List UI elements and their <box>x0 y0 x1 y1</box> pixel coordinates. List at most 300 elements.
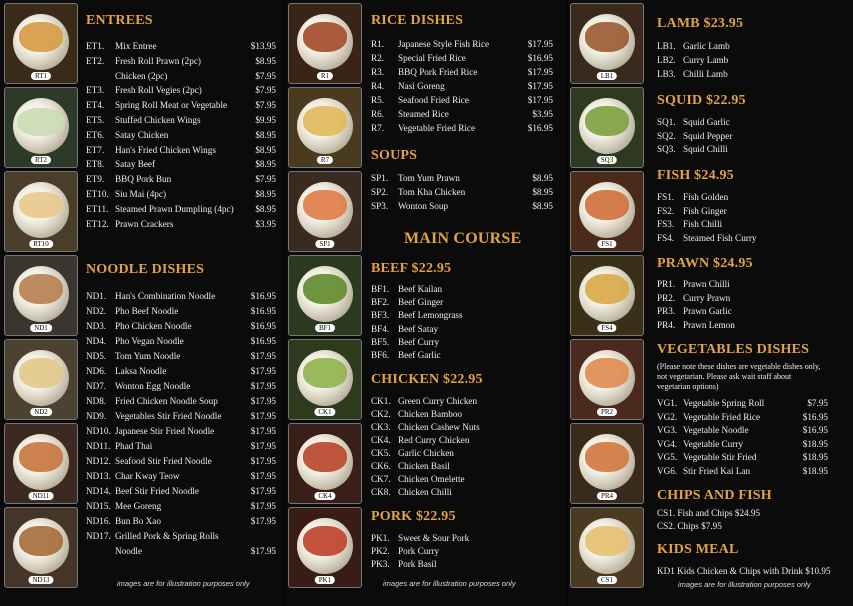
item-name: Fresh Roll Vegies (2pc) <box>115 85 202 96</box>
item-name: Prawn Garlic <box>683 306 732 316</box>
food-photo <box>288 507 362 588</box>
menu-item <box>657 205 828 217</box>
kids-line: KD1 Kids Chicken & Chips with Drink $10.95 <box>657 566 831 576</box>
item-code: SP1. <box>371 173 389 183</box>
menu-item <box>86 395 276 407</box>
item-price: $13.95 <box>250 41 276 51</box>
item-name: Japanese Stir Fried Noodle <box>115 426 215 436</box>
item-code: BF1. <box>371 284 390 294</box>
item-name: Prawn Chilli <box>683 279 730 289</box>
food-photo <box>570 339 644 420</box>
item-name: Noodle <box>115 546 143 556</box>
item-name: Chilli Lamb <box>683 69 728 79</box>
menu-item <box>657 411 828 423</box>
item-name: Garlic Lamb <box>683 41 730 51</box>
item-name: Pho Vegan Noodle <box>115 336 184 346</box>
photo-strip-3 <box>570 3 644 588</box>
menu-item <box>86 530 276 542</box>
photo-tag: ND2 <box>30 408 52 416</box>
item-price: $17.95 <box>527 81 553 91</box>
item-price: $3.95 <box>532 109 553 119</box>
item-code: FS2. <box>657 205 675 216</box>
item-code: ND6. <box>86 366 107 376</box>
section-title-pork: PORK $22.95 <box>371 509 456 524</box>
item-name: BBQ Pork Bun <box>115 174 172 185</box>
menu-panel-2 <box>284 0 567 606</box>
menu-item <box>657 397 828 409</box>
menu-panel-3 <box>568 0 853 606</box>
item-name: Steamed Fish Curry <box>683 232 757 243</box>
photo-tag: CS1 <box>597 576 617 584</box>
menu-item <box>371 447 553 459</box>
section-title-prawn: PRAWN $24.95 <box>657 256 753 271</box>
item-code: ET9. <box>86 174 105 185</box>
item-price: $16.95 <box>527 53 553 63</box>
section-title-kids: KIDS MEAL <box>657 542 739 557</box>
menu-item <box>371 486 553 498</box>
item-code: VG2. <box>657 411 678 422</box>
photo-tag: PK1 <box>315 576 335 584</box>
item-code: CK3. <box>371 422 391 432</box>
item-price: $8.95 <box>255 129 276 140</box>
section-title-entrees: ENTREES <box>86 13 153 28</box>
item-name: Mix Entree <box>115 41 157 51</box>
photo-tag: RT2 <box>31 156 51 164</box>
photo-tag: CK1 <box>314 408 335 416</box>
item-price: $8.95 <box>532 187 553 197</box>
menu-item <box>371 473 553 485</box>
item-code: CK5. <box>371 448 391 458</box>
item-name: Squid Pepper <box>683 130 733 141</box>
menu-item <box>86 305 276 317</box>
item-name: Beef Lemongrass <box>398 310 463 321</box>
photo-tag: FS4 <box>597 324 616 332</box>
photo-tag: R1 <box>317 72 333 80</box>
photo-tag: FS1 <box>597 240 616 248</box>
menu-item <box>371 336 553 348</box>
menu-panel-1 <box>0 0 283 606</box>
menu-item <box>86 203 276 215</box>
food-photo <box>4 255 78 336</box>
menu-item <box>86 455 276 467</box>
photo-tag: ND11 <box>29 492 54 500</box>
item-price: $17.95 <box>250 411 276 421</box>
item-name: Green Curry Chicken <box>398 396 478 406</box>
food-photo <box>4 423 78 504</box>
photo-tag: ND13 <box>28 576 53 584</box>
item-code: VG3. <box>657 425 678 435</box>
item-price: $9.95 <box>255 115 276 125</box>
food-photo <box>570 171 644 252</box>
food-photo <box>570 255 644 336</box>
menu-item <box>86 380 276 392</box>
item-name: Beef Stir Fried Noodle <box>115 486 199 496</box>
item-code: FS4. <box>657 232 675 243</box>
item-name: Chicken Cashew Nuts <box>398 422 480 432</box>
item-name: Steamed Rice <box>398 109 449 119</box>
item-name: Pork Basil <box>398 559 437 569</box>
item-name: Beef Ginger <box>398 297 444 308</box>
menu-item <box>371 186 553 198</box>
item-code: ND9. <box>86 411 107 421</box>
item-code: CK4. <box>371 435 391 445</box>
menu-item <box>371 460 553 472</box>
food-photo <box>288 423 362 504</box>
vegetables-note: not vegetarian. Please ask wait staff about <box>657 372 792 381</box>
menu-item <box>371 94 553 106</box>
food-photo <box>288 87 362 168</box>
item-code: ET2. <box>86 55 105 66</box>
menu-item <box>86 500 276 512</box>
item-price: $8.95 <box>255 159 276 170</box>
item-code: CK1. <box>371 396 391 406</box>
item-name: Curry Lamb <box>683 55 729 65</box>
menu-item <box>371 545 553 557</box>
item-price: $17.95 <box>250 426 276 436</box>
menu-item <box>86 410 276 422</box>
menu-item <box>86 158 276 170</box>
images-note: images are for illustration purposes only <box>678 580 811 589</box>
item-code: PK2. <box>371 546 390 556</box>
item-price: $7.95 <box>255 174 276 185</box>
item-price: $17.95 <box>250 366 276 376</box>
menu-item <box>86 290 276 302</box>
food-photo <box>288 3 362 84</box>
menu-item <box>657 292 828 304</box>
item-name: Chicken Basil <box>398 461 450 471</box>
item-price: $8.95 <box>532 201 553 211</box>
menu-item <box>371 283 553 295</box>
section-title-chips: CHIPS AND FISH <box>657 488 772 503</box>
item-name: Vegetables Stir Fried Noodle <box>115 411 222 421</box>
menu-item <box>371 172 553 184</box>
item-name: Vegetable Curry <box>683 438 743 449</box>
item-code: PR3. <box>657 306 676 316</box>
item-price: $17.95 <box>527 67 553 77</box>
item-name: Vegetable Fried Rice <box>398 123 476 133</box>
item-code: R1. <box>371 39 385 49</box>
menu-item <box>657 116 828 128</box>
menu-item <box>86 55 276 67</box>
item-code: R4. <box>371 81 385 91</box>
item-price: $18.95 <box>802 465 828 476</box>
item-code: CK2. <box>371 409 391 419</box>
menu-item <box>657 278 828 290</box>
item-price: $18.95 <box>802 452 828 462</box>
item-name: BBQ Pork Fried Rice <box>398 67 478 77</box>
section-title-rice: RICE DISHES <box>371 13 464 28</box>
item-name: Han's Fried Chicken Wings <box>115 144 216 155</box>
food-photo <box>4 87 78 168</box>
item-name: Chicken Omelette <box>398 474 465 484</box>
section-title-lamb: LAMB $23.95 <box>657 16 744 31</box>
item-name: Mee Goreng <box>115 501 162 511</box>
item-code: BF6. <box>371 350 390 360</box>
menu-item <box>86 440 276 452</box>
menu-item <box>657 438 828 450</box>
item-price: $7.95 <box>255 100 276 111</box>
item-code: LB1. <box>657 41 676 51</box>
item-price: $17.95 <box>527 39 553 49</box>
item-name: Stir Fried Kai Lan <box>683 465 751 476</box>
menu-item <box>657 465 828 477</box>
photo-tag: SP1 <box>315 240 334 248</box>
photo-tag: RT1 <box>31 72 51 80</box>
item-price: $8.95 <box>255 55 276 66</box>
item-code: ET8. <box>86 159 105 170</box>
item-name: Stuffed Chicken Wings <box>115 115 201 125</box>
menu-item <box>86 188 276 200</box>
menu-item <box>657 54 828 66</box>
menu-item <box>371 296 553 308</box>
menu-item <box>371 558 553 570</box>
item-name: Seafood Fried Rice <box>398 95 469 105</box>
item-price: $8.95 <box>255 144 276 155</box>
item-name: Fresh Roll Prawn (2pc) <box>115 55 201 66</box>
menu-item <box>371 122 553 134</box>
item-code: PR1. <box>657 279 676 289</box>
item-code: VG4. <box>657 438 678 449</box>
item-code: VG1. <box>657 398 678 408</box>
item-code: R2. <box>371 53 385 63</box>
item-name: Squid Chilli <box>683 144 728 154</box>
photo-tag: CK4 <box>314 492 335 500</box>
item-price: $17.95 <box>250 381 276 391</box>
item-name: Curry Prawn <box>683 292 731 303</box>
food-photo <box>288 171 362 252</box>
item-price: $17.95 <box>250 546 276 556</box>
item-name: Tom Yum Noodle <box>115 351 181 361</box>
menu-item <box>86 129 276 141</box>
item-code: R6. <box>371 109 385 119</box>
food-photo <box>4 339 78 420</box>
menu-item <box>371 349 553 361</box>
section-title-squid: SQUID $22.95 <box>657 93 746 108</box>
menu-item <box>657 130 828 142</box>
item-code: FS1. <box>657 192 675 202</box>
photo-tag: ND1 <box>30 324 52 332</box>
item-price: $8.95 <box>255 203 276 214</box>
item-code: ND7. <box>86 381 107 391</box>
menu-item <box>371 38 553 50</box>
item-code: PK3. <box>371 559 390 569</box>
menu-item <box>86 40 276 52</box>
item-name: Chicken (2pc) <box>115 70 168 81</box>
item-code: PR2. <box>657 292 676 303</box>
menu-item <box>657 68 828 80</box>
item-price: $3.95 <box>255 218 276 229</box>
item-price: $8.95 <box>532 173 553 183</box>
item-price: $16.95 <box>250 321 276 331</box>
menu-item <box>86 218 276 230</box>
menu-item <box>657 191 828 203</box>
item-code: ET4. <box>86 100 105 111</box>
images-note: images are for illustration purposes only <box>383 579 516 588</box>
images-note: images are for illustration purposes only <box>117 579 250 588</box>
item-name: Fish Chilli <box>683 219 723 229</box>
item-code: ET6. <box>86 129 105 140</box>
item-code: ND14. <box>86 486 111 496</box>
item-name: Pho Beef Noodle <box>115 306 179 316</box>
item-name: Bun Bo Xao <box>115 516 161 526</box>
item-name: Fried Chicken Noodle Soup <box>115 396 218 406</box>
food-photo <box>288 339 362 420</box>
menu-item <box>86 545 276 557</box>
item-name: Special Fried Rice <box>398 53 466 63</box>
item-price: $16.95 <box>802 425 828 435</box>
item-code: ND2. <box>86 306 107 316</box>
menu-item <box>657 451 828 463</box>
menu-item <box>371 66 553 78</box>
item-price: $7.95 <box>255 85 276 96</box>
item-price: $17.95 <box>250 486 276 496</box>
food-photo <box>570 3 644 84</box>
food-photo <box>4 3 78 84</box>
main-course-title: MAIN COURSE <box>404 230 522 247</box>
menu-item <box>86 320 276 332</box>
item-code: CK8. <box>371 487 391 497</box>
item-name: Seafood Stir Fried Noodle <box>115 456 212 466</box>
item-name: Fish Golden <box>683 192 729 202</box>
menu-item <box>86 365 276 377</box>
item-price: $7.95 <box>255 70 276 81</box>
menu-item <box>86 99 276 111</box>
item-name: Red Curry Chicken <box>398 435 470 445</box>
menu-item <box>371 395 553 407</box>
item-code: ND13. <box>86 471 111 481</box>
item-code: LB3. <box>657 69 676 79</box>
item-name: Prawn Crackers <box>115 218 174 229</box>
menu-item <box>86 70 276 82</box>
item-price: $18.95 <box>802 438 828 449</box>
item-name: Tom Yum Prawn <box>398 173 460 183</box>
item-price: $17.95 <box>250 396 276 406</box>
item-code: ET11. <box>86 203 109 214</box>
menu-item <box>86 350 276 362</box>
item-price: $7.95 <box>807 398 828 408</box>
menu-item <box>371 532 553 544</box>
menu-item <box>371 434 553 446</box>
vegetables-note: (Please note these dishes are vegetable dishes only, <box>657 362 821 371</box>
item-code: ET7. <box>86 144 105 155</box>
item-name: Pho Chicken Noodle <box>115 321 192 331</box>
item-price: $16.95 <box>250 306 276 316</box>
item-code: ND4. <box>86 336 107 346</box>
item-code: ET1. <box>86 41 105 51</box>
item-name: Tom Kha Chicken <box>398 187 466 197</box>
item-code: SQ1. <box>657 117 676 127</box>
food-photo <box>288 255 362 336</box>
item-code: VG6. <box>657 465 678 476</box>
menu-item <box>371 323 553 335</box>
item-code: CK6. <box>371 461 391 471</box>
food-photo <box>4 171 78 252</box>
item-code: BF2. <box>371 297 390 308</box>
item-code: BF4. <box>371 323 390 334</box>
item-name: Vegetable Noodle <box>683 425 749 435</box>
item-price: $16.95 <box>250 336 276 346</box>
photo-strip-1 <box>4 3 78 588</box>
item-price: $16.95 <box>250 291 276 301</box>
menu-item <box>86 173 276 185</box>
item-price: $17.95 <box>250 516 276 526</box>
menu-item <box>657 218 828 230</box>
photo-tag: PR4 <box>597 492 617 500</box>
chips-line: CS2. Chips $7.95 <box>657 521 722 531</box>
item-price: $16.95 <box>802 411 828 422</box>
item-code: SP2. <box>371 187 389 197</box>
item-name: Satay Beef <box>115 159 156 170</box>
section-title-vegetables: VEGETABLES DISHES <box>657 342 810 357</box>
menu-item <box>657 232 828 244</box>
item-name: Beef Satay <box>398 323 439 334</box>
item-name: Chicken Bamboo <box>398 409 463 419</box>
section-title-beef: BEEF $22.95 <box>371 261 452 276</box>
menu-item <box>371 200 553 212</box>
item-code: BF5. <box>371 336 390 347</box>
item-code: ND11. <box>86 441 111 451</box>
item-name: Chicken Chilli <box>398 487 452 497</box>
item-name: Spring Roll Meat or Vegetable <box>115 100 228 111</box>
chips-line: CS1. Fish and Chips $24.95 <box>657 508 761 518</box>
item-name: Beef Garlic <box>398 350 441 360</box>
item-code: FS3. <box>657 219 675 229</box>
item-name: Squid Garlic <box>683 117 730 127</box>
photo-tag: R7 <box>317 156 333 164</box>
item-code: ET10. <box>86 189 109 199</box>
photo-tag: SQ3 <box>597 156 617 164</box>
menu-item <box>371 108 553 120</box>
menu-item <box>657 319 828 331</box>
item-code: ND5. <box>86 351 107 361</box>
item-name: Japanese Style Fish Rice <box>398 39 490 49</box>
item-name: Laksa Noodle <box>115 366 167 376</box>
item-name: Wonton Egg Noodle <box>115 381 191 391</box>
item-price: $16.95 <box>527 123 553 133</box>
menu-item <box>657 305 828 317</box>
item-price: $17.95 <box>250 501 276 511</box>
photo-tag: BF1 <box>315 324 335 332</box>
item-code: ND3. <box>86 321 107 331</box>
menu-item <box>86 144 276 156</box>
item-price: $17.95 <box>250 456 276 466</box>
item-code: SQ2. <box>657 130 676 141</box>
menu-item <box>371 52 553 64</box>
item-code: BF3. <box>371 310 390 321</box>
menu-item <box>86 485 276 497</box>
item-code: ET5. <box>86 115 105 125</box>
item-name: Prawn Lemon <box>683 319 735 330</box>
food-photo <box>570 423 644 504</box>
item-code: LB2. <box>657 55 676 65</box>
item-name: Vegetable Spring Roll <box>683 398 765 408</box>
section-title-fish: FISH $24.95 <box>657 168 734 183</box>
item-name: Beef Curry <box>398 336 440 347</box>
item-name: Fish Ginger <box>683 205 727 216</box>
photo-tag: PR2 <box>597 408 617 416</box>
item-code: ET12. <box>86 218 109 229</box>
item-name: Nasi Goreng <box>398 81 445 91</box>
item-name: Satay Chicken <box>115 129 169 140</box>
item-name: Char Kway Teow <box>115 471 180 481</box>
item-code: ND15. <box>86 501 111 511</box>
menu-item <box>86 84 276 96</box>
photo-tag: LB1 <box>597 72 617 80</box>
food-photo <box>570 87 644 168</box>
item-name: Steamed Prawn Dumpling (4pc) <box>115 203 234 214</box>
photo-tag: RT10 <box>29 240 53 248</box>
item-code: ND10. <box>86 426 111 436</box>
